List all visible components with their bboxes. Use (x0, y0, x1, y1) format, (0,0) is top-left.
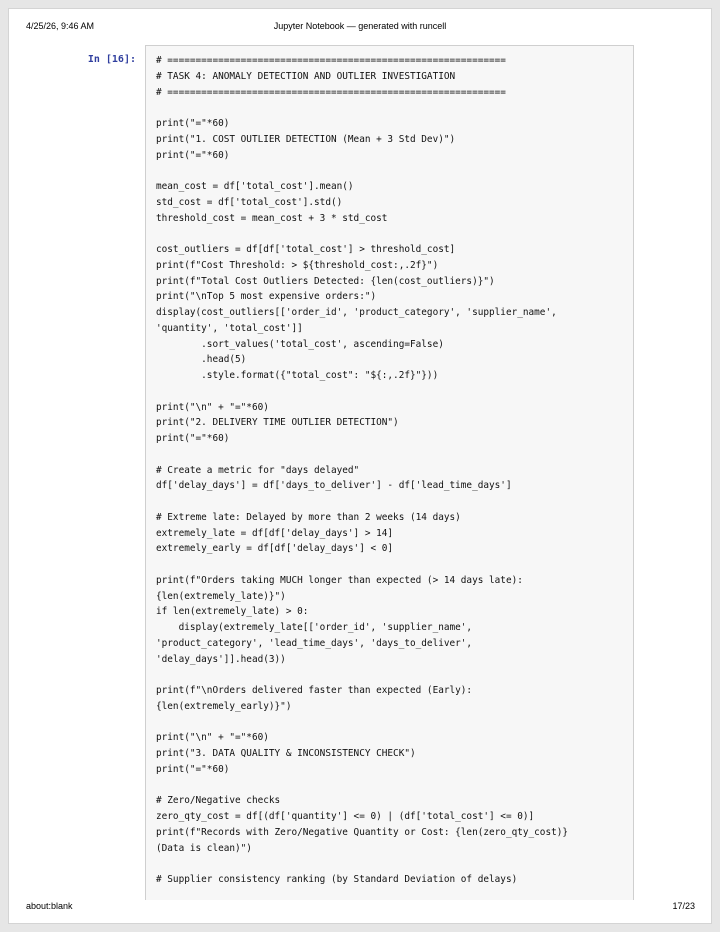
code-line (156, 778, 633, 794)
code-line: print("="*60) (156, 433, 230, 444)
code-line: display(extremely_late[['order_id', 'supplier_name', (156, 622, 473, 633)
code-line: if len(extremely_late) > 0: (156, 606, 309, 618)
code-line (156, 494, 633, 510)
code-line (156, 447, 633, 463)
code-line: # Zero/Negative checks (156, 795, 281, 807)
page-header (0, 21, 720, 35)
code-line: 'quantity', 'total_cost']] (156, 322, 303, 334)
code-line: zero_qty_cost = df[(df['quantity'] <= 0) | (df['total_cost'] <= 0)] (156, 811, 535, 822)
code-line: (Data is clean)") (156, 842, 252, 854)
code-line: 'delay_days']].head(3)) (156, 653, 286, 665)
code-line: print("="*60) (156, 149, 230, 161)
code-line: print(f"Cost Threshold: > ${threshold_cost:,.2f}") (156, 259, 439, 271)
code-line (156, 715, 633, 731)
code-line: # ============================================================ (156, 86, 506, 98)
code-line: {len(extremely_early)}") (156, 700, 292, 712)
code-line: display(cost_outliers[['order_id', 'product_category', 'supplier_name', (156, 307, 557, 318)
code-line: mean_cost = df['total_cost'].mean() (156, 181, 354, 192)
code-line (156, 667, 633, 683)
code-line: extremely_early = df[df['delay_days'] < 0] (156, 543, 394, 555)
code-line: # Supplier consistency ranking (by Standard Deviation of delays) (156, 874, 518, 885)
code-line: # Create a metric for "days delayed" (156, 464, 360, 476)
print-timestamp: 4/25/26, 9:46 AM (26, 21, 95, 31)
code-line: print("2. DELIVERY TIME OUTLIER DETECTION") (156, 417, 399, 429)
code-line (156, 856, 633, 872)
code-line: print(f"Orders taking MUCH longer than expected (> 14 days late): (156, 574, 523, 586)
code-line: print("\n" + "="*60) (156, 732, 269, 744)
document-title: Jupyter Notebook — generated with runcell (273, 21, 447, 31)
code-line: print("1. COST OUTLIER DETECTION (Mean + 3 Std Dev)") (156, 133, 456, 145)
code-line: print(f"\nOrders delivered faster than expected (Early): (156, 685, 473, 696)
code-line: .style.format({"total_cost": "${:,.2f}"})) (156, 370, 439, 381)
page-footer (0, 901, 720, 915)
code-line: # Extreme late: Delayed by more than 2 weeks (14 days) (156, 511, 461, 523)
cell-prompt: In [16]: (87, 54, 136, 65)
code-line: cost_outliers = df[df['total_cost'] > threshold_cost] (156, 244, 456, 255)
page-number: 17/23 (672, 901, 695, 911)
code-line: # TASK 4: ANOMALY DETECTION AND OUTLIER INVESTIGATION (156, 70, 456, 82)
code-line: {len(extremely_late)}") (156, 590, 286, 602)
code-line (156, 557, 633, 573)
code-line (156, 226, 633, 242)
code-line: print("\n" + "="*60) (156, 401, 269, 413)
code-line: print("="*60) (156, 763, 230, 775)
code-line: print(f"Total Cost Outliers Detected: {len(cost_outliers)}") (156, 275, 495, 287)
code-line: print("\nTop 5 most expensive orders:") (156, 291, 377, 303)
code-line (156, 100, 633, 116)
code-line (156, 384, 633, 400)
code-line (156, 163, 633, 179)
code-line: print(f"Records with Zero/Negative Quantity or Cost: {len(zero_qty_cost)} (156, 826, 569, 838)
code-line: # ============================================================ (156, 55, 506, 66)
code-line: print("3. DATA QUALITY & INCONSISTENCY CHECK") (156, 748, 416, 759)
code-line: extremely_late = df[df['delay_days'] > 14] (156, 527, 394, 539)
code-line: .sort_values('total_cost', ascending=False) (156, 338, 444, 350)
code-line: df['delay_days'] = df['days_to_deliver'] - df['lead_time_days'] (156, 480, 512, 492)
code-cell[interactable] (145, 45, 634, 900)
code-line: 'product_category', 'lead_time_days', 'days_to_deliver', (156, 637, 473, 649)
code-line: threshold_cost = mean_cost + 3 * std_cost (156, 212, 388, 224)
code-editor[interactable] (146, 46, 633, 888)
code-line: std_cost = df['total_cost'].std() (156, 196, 343, 208)
code-line: print("="*60) (156, 118, 230, 129)
code-line: .head(5) (156, 354, 247, 366)
footer-url: about:blank (26, 901, 73, 911)
